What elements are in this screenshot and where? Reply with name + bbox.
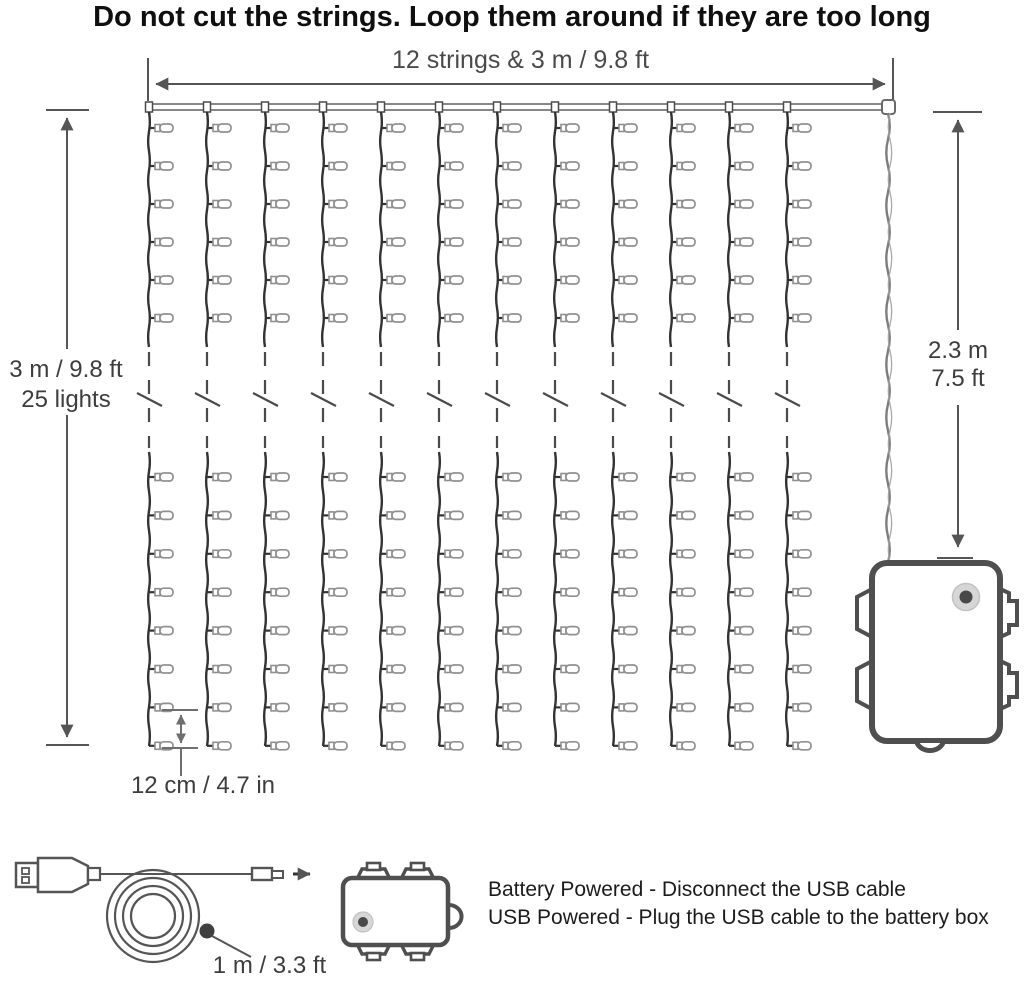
curtain-rail: [146, 100, 895, 114]
light-string: [311, 102, 347, 750]
battery-box-icon: [857, 563, 1017, 751]
light-string: [485, 102, 521, 750]
usb-connector-icon: [252, 868, 283, 880]
light-string: [137, 102, 173, 750]
drop-measure-line1: 2.3 m: [927, 337, 989, 364]
power-instructions: [488, 876, 1024, 932]
light-string: [543, 102, 579, 750]
usb-powered-line: USB Powered - Plug the USB cable to the battery box: [488, 906, 989, 929]
height-measure-arrow: [46, 110, 89, 745]
width-measure-label: 12 strings & 3 m / 9.8 ft: [391, 46, 650, 74]
light-string: [775, 102, 811, 750]
height-measure-label: [0, 355, 132, 415]
light-string: [717, 102, 753, 750]
light-string: [427, 102, 463, 750]
light-string: [369, 102, 405, 750]
drop-measure-line2: 7.5 ft: [931, 365, 985, 392]
light-string: [253, 102, 289, 750]
light-string: [659, 102, 695, 750]
battery-powered-line: Battery Powered - Disconnect the USB cable: [488, 878, 906, 901]
usb-cable-coil-icon: [100, 870, 252, 962]
usb-cable-length-label: 1 m / 3.3 ft: [212, 952, 327, 979]
page-title: Do not cut the strings. Loop them around if they are too long: [93, 1, 931, 33]
spacing-measure-label: 12 cm / 4.7 in: [130, 772, 276, 799]
power-button-icon: [353, 912, 373, 932]
height-measure-line2: 25 lights: [21, 386, 111, 413]
power-cable: [886, 113, 891, 563]
drop-measure-label: [898, 337, 1018, 393]
light-string: [601, 102, 637, 750]
battery-box-horizontal-icon: [343, 863, 462, 960]
usb-plug-icon: [16, 858, 100, 892]
light-string: [195, 102, 231, 750]
drop-measure-arrow: [931, 112, 985, 558]
power-button-icon: [953, 584, 980, 611]
light-strings: [137, 102, 811, 750]
height-measure-line1: 3 m / 9.8 ft: [9, 356, 123, 383]
